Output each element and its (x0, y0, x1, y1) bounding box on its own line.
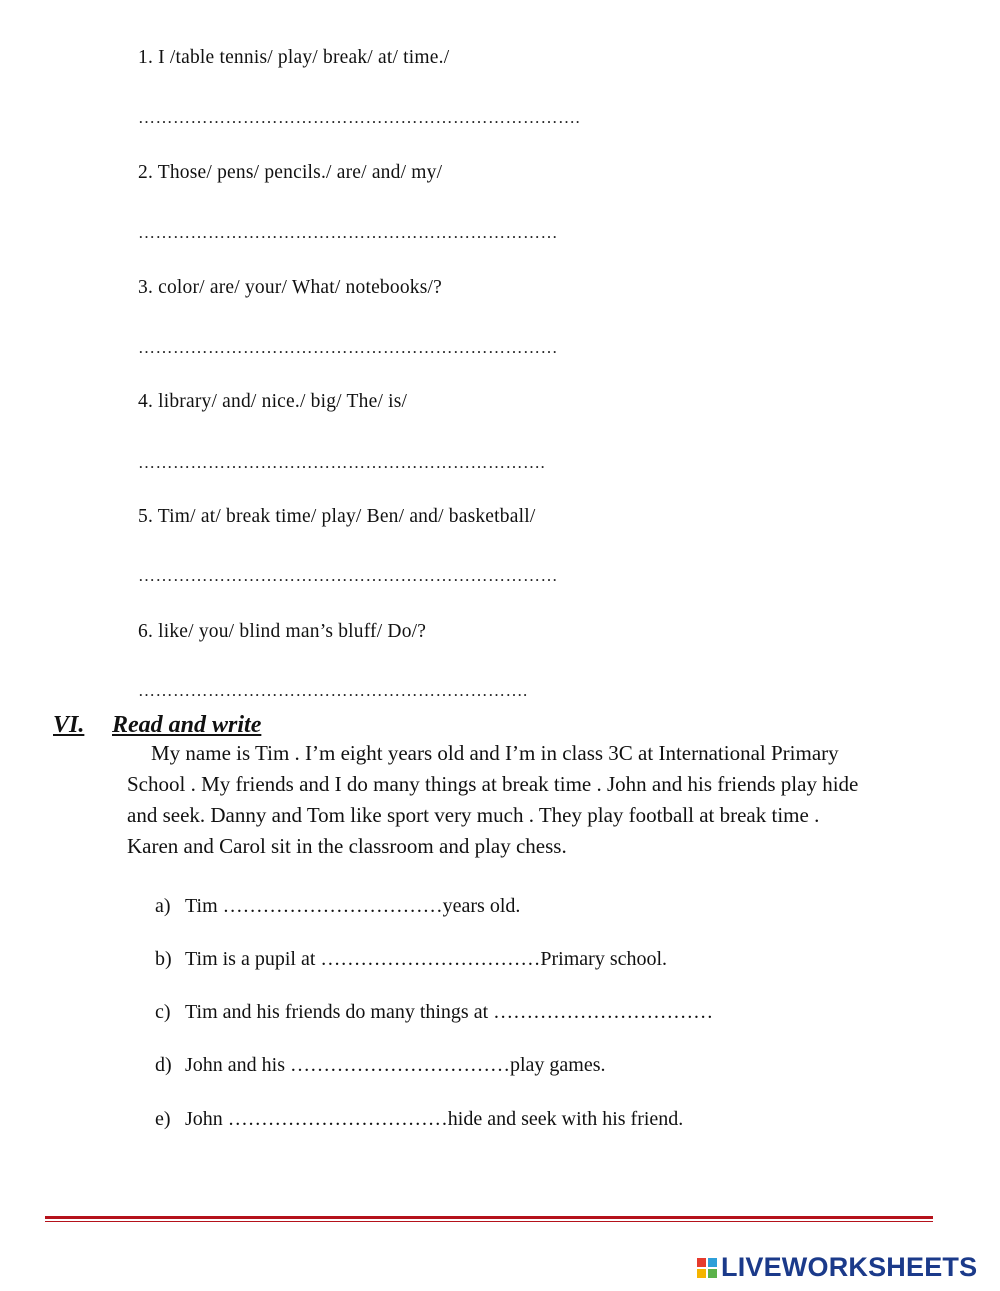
read-question-c-label: c) (155, 1001, 171, 1023)
read-question-a-text: Tim ……………………………years old. (185, 895, 521, 917)
read-question-e[interactable] (155, 1108, 683, 1131)
footer-divider-thin (45, 1221, 933, 1222)
read-question-b[interactable] (155, 948, 667, 971)
question-4-prompt: 4. library/ and/ nice./ big/ The/ is/ (138, 391, 408, 412)
logo-wordmark: LIVEWORKSHEETS (721, 1252, 978, 1282)
section-number: VI. (53, 712, 85, 738)
read-question-b-text: Tim is a pupil at ……………………………Primary school. (185, 948, 668, 970)
question-6-answer-line[interactable]: …………………………………………………………. (138, 681, 528, 700)
question-1-answer-line[interactable]: …………………………………………………………………. (138, 108, 581, 127)
read-question-a[interactable] (155, 895, 520, 918)
logo-square (697, 1258, 706, 1267)
question-1-prompt: 1. I /table tennis/ play/ break/ at/ time./ (138, 47, 450, 68)
question-6-prompt: 6. like/ you/ blind man’s bluff/ Do/? (138, 621, 427, 642)
liveworksheets-logo[interactable] (697, 1252, 977, 1283)
question-2-prompt: 2. Those/ pens/ pencils./ are/ and/ my/ (138, 162, 443, 183)
read-question-d-text: John and his ……………………………play games. (185, 1054, 606, 1076)
logo-square (697, 1269, 706, 1278)
question-3-answer-line[interactable]: ……………………………………………………………… (138, 338, 558, 357)
liveworksheets-logo-icon (697, 1258, 717, 1278)
read-question-d[interactable] (155, 1054, 606, 1077)
question-5-prompt: 5. Tim/ at/ break time/ play/ Ben/ and/ basketball/ (138, 506, 536, 527)
logo-square (708, 1269, 717, 1278)
section-title: Read and write (112, 712, 262, 738)
logo-square (708, 1258, 717, 1267)
question-4-answer-line[interactable]: ……………………………………………………………. (138, 453, 546, 472)
read-question-c-text: Tim and his friends do many things at …………………………… (185, 1001, 714, 1023)
read-question-d-label: d) (155, 1054, 172, 1076)
question-2-answer-line[interactable]: ……………………………………………………………… (138, 223, 558, 242)
read-question-e-text: John ……………………………hide and seek with his friend. (185, 1108, 684, 1130)
question-5-answer-line[interactable]: ……………………………………………………………… (138, 566, 558, 585)
read-question-b-label: b) (155, 948, 172, 970)
read-question-e-label: e) (155, 1108, 171, 1130)
footer-divider (45, 1216, 933, 1219)
read-question-c[interactable] (155, 1001, 713, 1024)
reading-passage-text: My name is Tim . I’m eight years old and I’m in class 3C at International Primary School . My friends and I do many things at break time . John and his friends play hide and seek. Danny and Tom like sport very much . They play football at break time . Karen and Carol sit in the classroom and play chess. (127, 741, 859, 858)
read-question-a-label: a) (155, 895, 171, 917)
question-3-prompt: 3. color/ are/ your/ What/ notebooks/? (138, 277, 442, 298)
reading-passage (127, 738, 867, 862)
